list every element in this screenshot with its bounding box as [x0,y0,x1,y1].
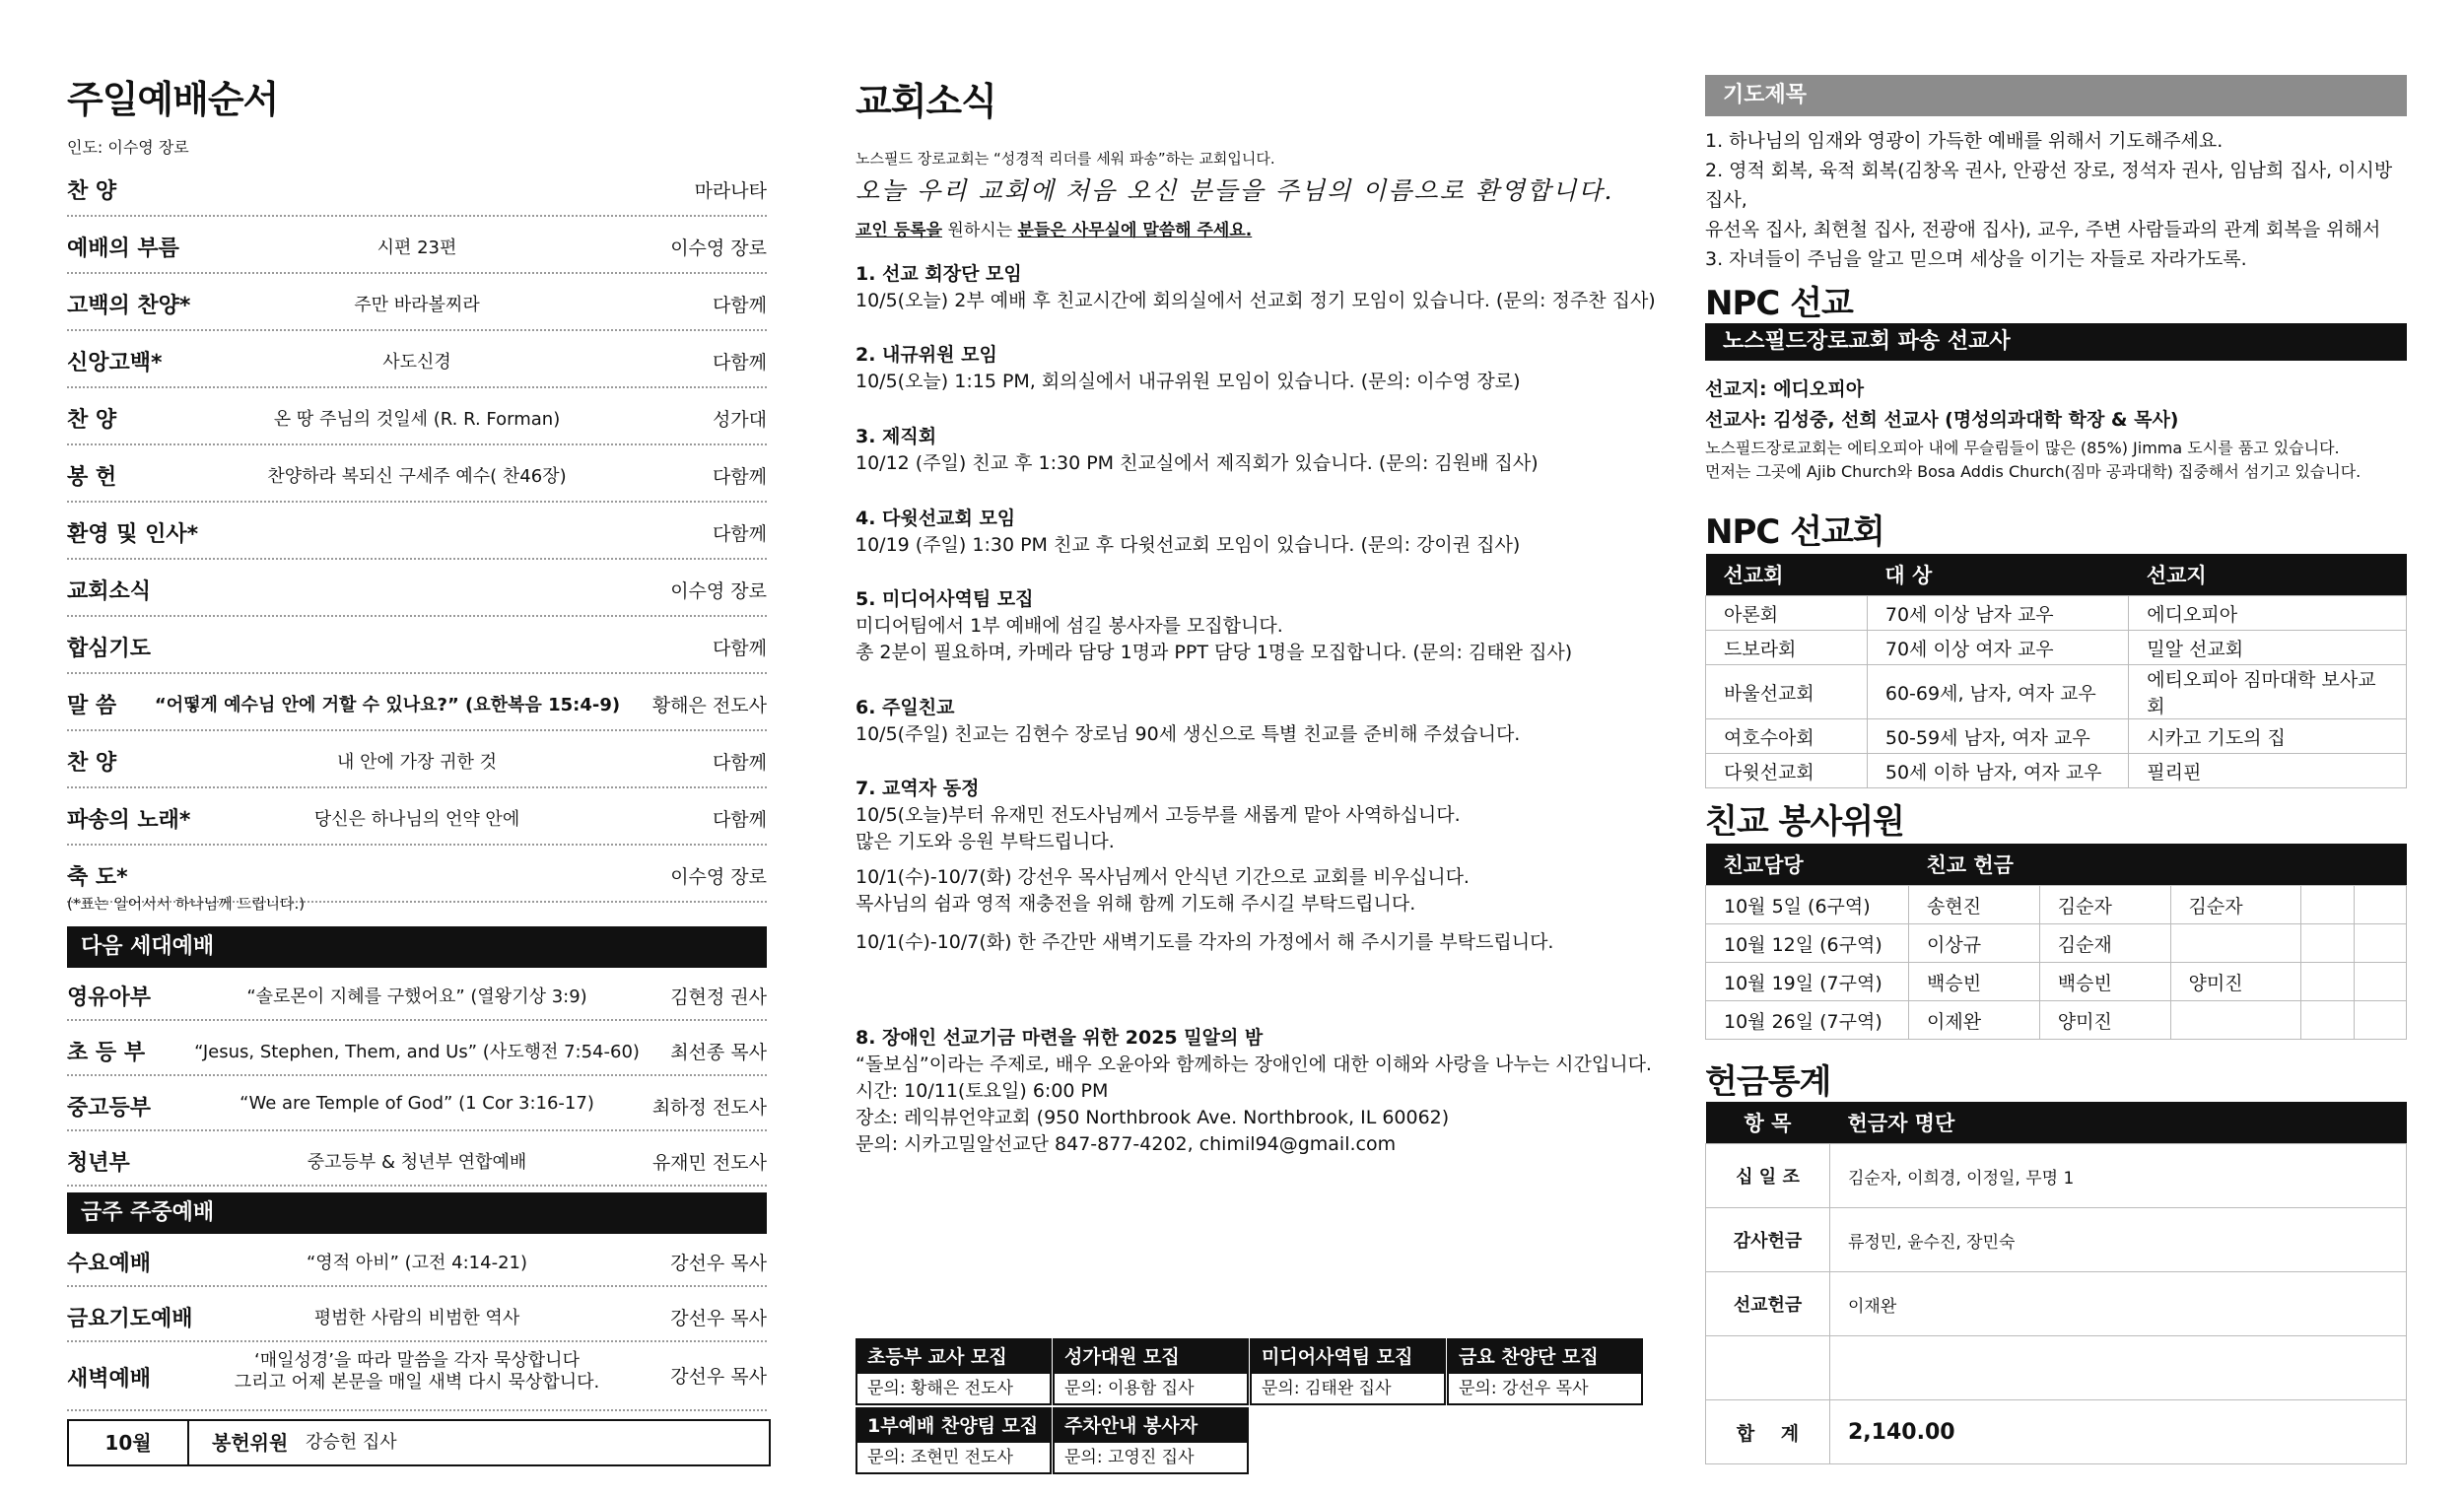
news-item-heading: 4. 다윗선교회 모임 [856,508,1016,529]
register-note-c: 분들은 사무실에 말씀해 주세요. [1017,221,1253,240]
order-detail-line: ‘매일성경’을 따라 말씀을 각자 묵상합니다 [254,1350,580,1371]
order-detail: 중고등부 & 청년부 연합예배 [307,1152,527,1173]
society-cell: 다윗선교회 [1706,754,1868,788]
order-detail: “영적 아비” (고전 4:14-21) [306,1253,527,1273]
church-intro: 노스필드 장로교회는 “성경적 리더를 세워 파송”하는 교회입니다. [856,150,1275,168]
order-row [67,1232,767,1287]
order-leader: 강선우 목사 [670,1308,767,1329]
society-cell: 아론회 [1706,596,1868,631]
news-item-line: 미디어팀에서 1부 예배에 섬길 봉사자를 모집합니다. [856,615,1283,637]
order-row [67,788,767,846]
order-row [67,1076,767,1131]
fellowship-date: 10월 19일 (7구역) [1706,963,1909,1001]
fellowship-name [2301,886,2354,924]
society-cell: 여호수아회 [1706,719,1868,754]
society-cell: 70세 이상 여자 교우 [1867,631,2128,665]
news-item-line: 10/5(주일) 친교는 김현수 장로님 90세 생신으로 특별 친교를 준비해 주셨습니다. [856,723,1521,745]
society-row [1706,596,2407,631]
society-cell: 드보라회 [1706,631,1868,665]
fellowship-name: 김순재 [2039,924,2170,963]
order-name: 축 도* [67,865,128,890]
fellowship-name: 이상규 [1909,924,2040,963]
order-detail: 찬양하라 복되신 구세주 예수( 찬46장) [267,466,567,487]
prayer-list [1705,126,2407,274]
offering-total-row [1706,1400,2407,1464]
order-leader: 다함께 [712,752,767,774]
order-leader: 유재민 전도사 [651,1152,767,1174]
recruit-contact: 문의: 강선우 목사 [1459,1379,1589,1398]
order-leader: 김현정 권사 [670,986,767,1008]
recruit-box [1053,1338,1249,1405]
offering-header: 헌금자 명단 [1830,1102,2407,1144]
welcome-message: 오늘 우리 교회에 처음 오신 분들을 주님의 이름으로 환영합니다. [856,176,1614,205]
order-leader: 이수영 장로 [670,580,767,602]
news-item [856,261,1703,314]
fellowship-name [2170,924,2301,963]
offering-title: 헌금통계 [1705,1062,1831,1102]
society-cell: 50-59세 남자, 여자 교우 [1867,719,2128,754]
society-header: 선교지 [2129,554,2407,596]
recruit-contact: 문의: 고영진 집사 [1064,1448,1195,1467]
prayer-line: 유선옥 집사, 최현철 집사, 전광애 집사), 교우, 주변 사람들과의 관계 회복을 위해서 [1705,219,2381,240]
order-detail: 평범한 사람의 비범한 역사 [313,1308,520,1328]
offering-total-value: 2,140.00 [1830,1400,2407,1464]
worship-order-list [67,160,767,903]
recruit-contact: 문의: 김태완 집사 [1262,1379,1392,1398]
news-item-line: 10/5(오늘) 1:15 PM, 회의실에서 내규위원 모임이 있습니다. (문의: 이수영 장로) [856,371,1521,392]
order-leader: 이수영 장로 [670,866,767,888]
order-leader: 최하정 전도사 [651,1097,767,1119]
committee-label: 봉헌위원 [212,1431,289,1455]
order-detail: 내 안에 가장 귀한 것 [337,752,497,773]
recruit-box [1053,1407,1249,1474]
offering-item: 십 일 조 [1706,1144,1830,1208]
order-leader: 다함께 [712,523,767,545]
committee-month: 10월 [69,1421,189,1464]
order-row [67,331,767,388]
society-row [1706,665,2407,719]
fellowship-header: 친교 헌금 [1909,844,2407,886]
order-row [67,1131,767,1187]
npc-society-title: NPC 선교회 [1705,512,1884,552]
society-row [1706,754,2407,788]
order-leader: 황해은 전도사 [651,695,767,716]
recruit-title: 주차안내 봉사자 [1055,1409,1247,1443]
prayer-line: 3. 자녀들이 주님을 알고 믿으며 세상을 이기는 자들로 자라가도록. [1705,248,2247,270]
order-detail-line: 그리고 어제 본문을 매일 새벽 다시 묵상합니다. [234,1372,600,1393]
recruit-title: 초등부 교사 모집 [857,1340,1050,1374]
society-cell: 필리핀 [2129,754,2407,788]
order-name: 영유아부 [67,986,152,1010]
mission-society-table [1705,554,2407,788]
recruit-contact: 문의: 황해은 전도사 [867,1379,1013,1398]
recruit-title: 성가대원 모집 [1055,1340,1247,1374]
order-row [67,560,767,617]
fellowship-name [2354,1001,2406,1040]
offering-names: 이재완 [1830,1272,2407,1336]
news-item-line: 시간: 10/11(토요일) 6:00 PM [856,1080,1109,1102]
order-row [67,674,767,731]
offering-names: 김순자, 이희경, 이정일, 무명 1 [1830,1144,2407,1208]
order-row [67,388,767,445]
news-item [856,586,1703,666]
order-row [67,1021,767,1076]
order-leader: 강선우 목사 [670,1253,767,1274]
order-leader: 다함께 [712,352,767,374]
order-leader: 최선종 목사 [670,1042,767,1063]
register-note-b: 원하시는 [942,221,1018,240]
society-cell: 밀알 선교회 [2129,631,2407,665]
news-item-8 [856,1025,1703,1158]
news-item [856,342,1703,395]
fellowship-name: 이제완 [1909,1001,2040,1040]
news-item [856,776,1703,855]
recruit-box [856,1407,1052,1474]
news-item [856,424,1703,477]
fellowship-name [2301,1001,2354,1040]
order-row [67,1287,767,1342]
order-detail: 당신은 하나님의 언약 안에 [313,809,520,830]
order-leader: 다함께 [712,809,767,831]
offering-item: 선교헌금 [1706,1272,1830,1336]
order-name: 초 등 부 [67,1041,146,1065]
news-item [856,695,1703,748]
news-item-line: 많은 기도와 응원 부탁드립니다. [856,831,1115,852]
fellowship-date: 10월 12일 (6구역) [1706,924,1909,963]
society-cell: 50세 이하 남자, 여자 교우 [1867,754,2128,788]
society-row [1706,631,2407,665]
npc-desc-1: 노스필드장로교회는 에티오피아 내에 무슬림들이 많은 (85%) Jimma 도시를 품고 있습니다. [1705,439,2340,457]
prayer-line: 1. 하나님의 임재와 영광이 가득한 예배를 위해서 기도해주세요. [1705,130,2224,152]
fellowship-row [1706,1001,2407,1040]
fellowship-header: 친교담당 [1706,844,1909,886]
news-item-line: 장소: 레익뷰언약교회 (950 Northbrook Ave. Northbrook, IL 60062) [856,1107,1450,1128]
fellowship-table [1705,844,2407,1040]
fellowship-name: 백승빈 [1909,963,2040,1001]
order-name: 찬 양 [67,179,117,204]
order-leader: 마라나타 [694,180,767,202]
news-item-extra [856,864,1703,918]
news-item-line: 목사님의 쉼과 영적 재충전을 위해 함께 기도해 주시길 부탁드립니다. [856,893,1416,915]
offering-total-label: 합 계 [1706,1400,1830,1464]
fellowship-name: 송현진 [1909,886,2040,924]
recruit-box [856,1338,1052,1405]
weekday-list [67,1232,767,1411]
offering-table [1705,1102,2407,1464]
society-header: 선교회 [1706,554,1868,596]
offering-header: 항 목 [1706,1102,1830,1144]
fellowship-title: 친교 봉사위원 [1705,802,1904,842]
offering-committee-box [67,1419,771,1466]
fellowship-name: 양미진 [2170,963,2301,1001]
order-row [67,617,767,674]
society-header: 대 상 [1867,554,2128,596]
news-item-extra [856,929,1703,956]
news-item-line: 10/19 (주일) 1:30 PM 친교 후 다윗선교회 모임이 있습니다. (문의: 강이권 집사) [856,534,1521,556]
order-detail: 온 땅 주님의 것일세 (R. R. Forman) [273,409,561,430]
order-name: 말 씀 [67,694,117,718]
news-item-line: 총 2분이 필요하며, 카메라 담당 1명과 PPT 담당 1명을 모집합니다. (문의: 김태완 집사) [856,642,1573,663]
society-cell: 60-69세, 남자, 여자 교우 [1867,665,2128,719]
offering-row [1706,1336,2407,1400]
prayer-line: 2. 영적 회복, 육적 회복(김창옥 권사, 안광선 장로, 정석자 권사, 임남희 집사, 이시방 집사, [1705,160,2393,211]
fellowship-date: 10월 26일 (7구역) [1706,1001,1909,1040]
recruit-contact: 문의: 조현민 전도사 [867,1448,1013,1467]
offering-row [1706,1272,2407,1336]
order-leader: 다함께 [712,638,767,659]
order-detail: “We are Temple of God” (1 Cor 3:16-17) [240,1093,594,1114]
order-detail [67,1350,767,1394]
order-leader: 강선우 목사 [670,1366,767,1388]
news-item-line: 문의: 시카고밀알선교단 847-877-4202, chimil94@gmail.com [856,1133,1397,1155]
recruit-title: 미디어사역팀 모집 [1252,1340,1444,1374]
fellowship-name: 양미진 [2039,1001,2170,1040]
order-row [67,445,767,503]
order-detail: 시편 23편 [376,238,457,258]
register-note-a: 교인 등록을 [856,221,943,240]
news-item [856,506,1703,559]
order-name: 환영 및 인사* [67,522,199,547]
recruit-title: 금요 찬양단 모집 [1449,1340,1641,1374]
order-name: 파송의 노래* [67,808,191,833]
society-row [1706,719,2407,754]
order-detail: 주만 바라볼찌라 [354,295,480,315]
recruit-contact: 문의: 이용함 집사 [1064,1379,1195,1398]
fellowship-name: 김순자 [2039,886,2170,924]
fellowship-name [2301,924,2354,963]
offering-item: 감사헌금 [1706,1208,1830,1272]
fellowship-name [2354,924,2406,963]
society-cell: 에디오피아 [2129,596,2407,631]
news-item-line: 10/5(오늘)부터 유재민 전도사님께서 고등부를 새롭게 맡아 사역하십니다. [856,804,1461,826]
npc-mission-bar: 노스필드장로교회 파송 선교사 [1705,323,2407,361]
order-detail: “솔로몬이 지혜를 구했어요” (열왕기상 3:9) [246,986,587,1007]
npc-field: 선교지: 에디오피아 [1705,378,1865,400]
order-row [67,274,767,331]
society-cell: 70세 이상 남자 교우 [1867,596,2128,631]
worship-order-title: 주일예배순서 [67,78,279,121]
recruit-box [1250,1338,1446,1405]
order-name: 찬 양 [67,408,117,433]
recruit-title: 1부예배 찬양팀 모집 [857,1409,1050,1443]
worship-leader: 인도: 이수영 장로 [67,138,189,157]
fellowship-name [2354,963,2406,1001]
news-item-heading: 6. 주일친교 [856,697,955,718]
news-item-heading: 2. 내규위원 모임 [856,344,997,366]
news-item-heading: 7. 교역자 동정 [856,778,980,799]
church-news-title: 교회소식 [856,80,996,123]
order-detail: “어떻게 예수님 안에 거할 수 있나요?” (요한복음 15:4-9) [154,695,621,715]
fellowship-name [2301,963,2354,1001]
prayer-header: 기도제목 [1705,75,2407,116]
news-item-line: “돌보심”이라는 주제로, 배우 오윤아와 함께하는 장애인에 대한 이해와 사랑을 나누는 시간입니다. [856,1054,1652,1075]
order-detail: 사도신경 [382,352,451,373]
committee-name: 강승헌 집사 [306,1432,397,1453]
fellowship-name [2170,1001,2301,1040]
order-detail: “Jesus, Stephen, Them, and Us” (사도행전 7:54-60) [194,1042,640,1062]
news-item-line: 10/1(수)-10/7(화) 강선우 목사님께서 안식년 기간으로 교회를 비우십니다. [856,866,1470,888]
fellowship-date: 10월 5일 (6구역) [1706,886,1909,924]
fellowship-row [1706,963,2407,1001]
order-leader: 이수영 장로 [670,238,767,259]
society-cell: 시카고 기도의 집 [2129,719,2407,754]
npc-missionary: 선교사: 김성중, 선희 선교사 (명성의과대학 학장 & 목사) [1705,409,2179,431]
news-item-line: 10/5(오늘) 2부 예배 후 친교시간에 회의실에서 선교회 정기 모임이 있습니다. (문의: 정주찬 집사) [856,290,1656,311]
fellowship-row [1706,886,2407,924]
standing-note: (*표는 일어서서 하나님께 드립니다.) [67,895,306,913]
order-name: 합심기도 [67,637,152,661]
next-gen-list [67,966,767,1187]
order-name: 교회소식 [67,579,152,604]
society-cell: 바울선교회 [1706,665,1868,719]
order-row [67,1342,767,1411]
order-name: 새벽예배 [67,1367,152,1392]
news-item-heading: 1. 선교 회장단 모임 [856,263,1022,285]
news-item-line: 10/12 (주일) 친교 후 1:30 PM 친교실에서 제직회가 있습니다. (문의: 김원배 집사) [856,452,1539,474]
order-leader: 다함께 [712,466,767,488]
fellowship-name: 김순자 [2170,886,2301,924]
order-row [67,503,767,560]
weekday-header: 금주 주중예배 [67,1192,767,1234]
order-leader: 성가대 [712,409,767,431]
order-row [67,160,767,217]
offering-row [1706,1208,2407,1272]
order-row [67,217,767,274]
fellowship-name [2354,886,2406,924]
news-item-heading: 5. 미디어사역팀 모집 [856,588,1034,610]
society-cell: 에티오피아 짐마대학 보사교회 [2129,665,2407,719]
order-name: 봉 헌 [67,465,117,490]
order-name: 청년부 [67,1151,130,1176]
fellowship-name: 백승빈 [2039,963,2170,1001]
news-item-heading: 8. 장애인 선교기금 마련을 위한 2025 밀알의 밤 [856,1027,1264,1049]
order-name: 고백의 찬양* [67,294,191,318]
offering-item [1706,1336,1830,1400]
recruit-box [1447,1338,1643,1405]
order-row [67,731,767,788]
npc-desc-2: 먼저는 그곳에 Ajib Church와 Bosa Addis Church(짐마 공과대학) 집중해서 섬기고 있습니다. [1705,462,2361,481]
next-gen-header: 다음 세대예배 [67,926,767,968]
news-item-heading: 3. 제직회 [856,426,937,447]
order-leader: 다함께 [712,295,767,316]
register-note [856,216,1252,240]
offering-names: 류정민, 윤수진, 장민숙 [1830,1208,2407,1272]
order-row [67,966,767,1021]
order-name: 수요예배 [67,1252,152,1276]
offering-row [1706,1144,2407,1208]
order-name: 찬 양 [67,751,117,776]
order-name: 중고등부 [67,1096,152,1121]
order-name: 금요기도예배 [67,1307,193,1331]
fellowship-row [1706,924,2407,963]
news-item-line: 10/1(수)-10/7(화) 한 주간만 새벽기도를 각자의 가정에서 해 주시기를 부탁드립니다. [856,931,1554,953]
order-name: 신앙고백* [67,351,163,375]
offering-names [1830,1336,2407,1400]
order-name: 예배의 부름 [67,237,179,261]
npc-mission-title: NPC 선교 [1705,284,1853,323]
